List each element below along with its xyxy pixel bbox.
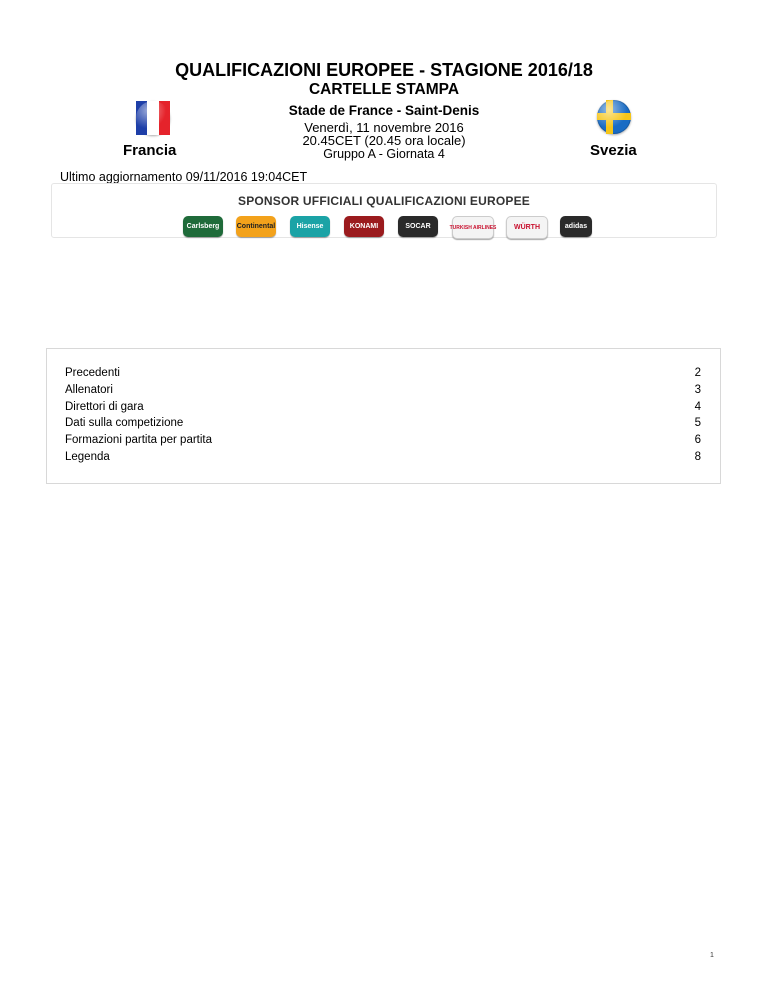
toc-item-label: Precedenti (65, 367, 120, 379)
toc-item-page: 3 (694, 384, 701, 396)
sponsor-title: SPONSOR UFFICIALI QUALIFICAZIONI EUROPEE (237, 194, 530, 208)
toc-item[interactable] (65, 434, 701, 450)
sponsor-logo-konami: KONAMI (344, 216, 384, 237)
page-number: 1 (710, 952, 714, 959)
toc-item[interactable] (65, 401, 701, 417)
sponsor-logo-adidas: adidas (560, 216, 592, 237)
home-team-name: Francia (123, 142, 177, 159)
toc-item-page: 2 (694, 367, 701, 379)
sponsor-panel (51, 183, 717, 238)
toc-item-page: 4 (694, 401, 701, 413)
document-title: QUALIFICAZIONI EUROPEE - STAGIONE 2016/18 (175, 60, 593, 80)
toc-item-page: 8 (694, 451, 701, 463)
document-subtitle: CARTELLE STAMPA (308, 81, 460, 98)
sponsor-logo-turkish-airlines: TURKISH AIRLINES (452, 216, 494, 239)
last-updated: Ultimo aggiornamento 09/11/2016 19:04CET (60, 170, 308, 184)
toc-item-label: Direttori di gara (65, 401, 144, 413)
sponsor-logo-continental: Continental (236, 216, 276, 237)
sponsor-logo-wurth: WÜRTH (506, 216, 548, 239)
sponsor-logo-socar: SOCAR (398, 216, 438, 237)
match-time: 20.45CET (20.45 ora locale) (302, 133, 466, 148)
toc-item-label: Allenatori (65, 384, 113, 396)
toc-item[interactable] (65, 417, 701, 433)
match-group: Gruppo A - Giornata 4 (323, 147, 445, 161)
toc-item-page: 6 (694, 434, 701, 446)
match-venue: Stade de France - Saint-Denis (288, 103, 480, 118)
toc-item-label: Dati sulla competizione (65, 417, 184, 429)
toc-item-label: Legenda (65, 451, 110, 463)
toc-item-page: 5 (694, 417, 701, 429)
toc-item[interactable] (65, 384, 701, 400)
sponsor-logo-hisense: Hisense (290, 216, 330, 237)
match-date: Venerdì, 11 novembre 2016 (304, 120, 464, 135)
away-team-name: Svezia (590, 142, 637, 159)
toc-item[interactable] (65, 367, 701, 383)
toc-item[interactable] (65, 451, 701, 467)
toc-item-label: Formazioni partita per partita (65, 434, 213, 446)
sponsor-logo-carlsberg: Carlsberg (183, 216, 223, 237)
